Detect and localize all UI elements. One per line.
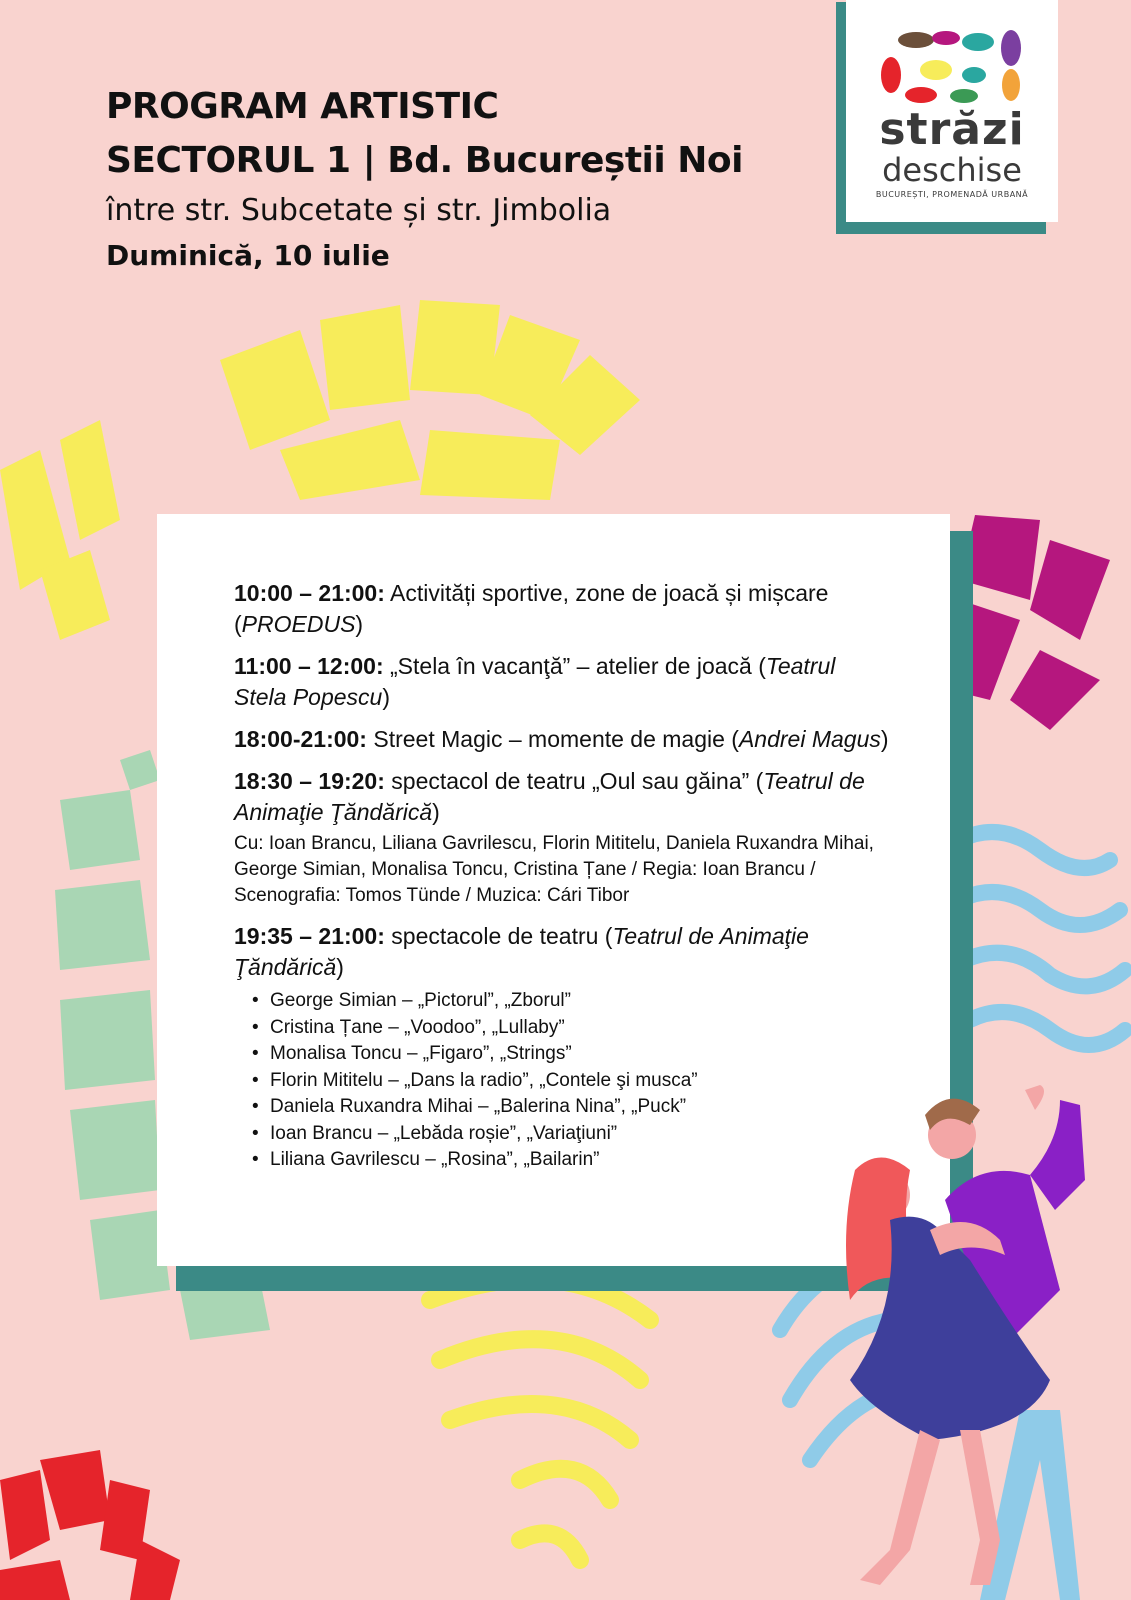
event-organizer: Teatrul de Animaţie Ţăndărică [234,768,865,825]
event-text: Street Magic – momente de magie ( [366,726,739,752]
event-item [234,921,894,983]
event-end: ) [382,684,390,710]
event-text: spectacole de teatru ( [384,923,613,949]
event-end: ) [355,611,364,637]
event-item [234,651,894,713]
list-item: • George Simian – „Pictorul”, „Zborul” [252,988,894,1015]
event-time: 11:00 – 12:00: [234,653,384,679]
program-list [234,578,894,1174]
list-item: • Florin Mititelu – „Dans la radio”, „Contele şi musca” [252,1068,894,1095]
event-credits: Cu: Ioan Brancu, Liliana Gavrilescu, Florin Mititelu, Daniela Ruxandra Mihai, George Simian, Monalisa Toncu, Cristina Țane / Regia: Ioan Brancu / Scenografia: Tomos Tünde / Muzica: Cári Tibor [234,833,874,906]
event-time: 10:00 – 21:00: [234,580,385,606]
yellow-footprint-bottom [430,1279,650,1560]
header [106,80,743,278]
event-end: ) [880,726,889,752]
event-text: „Stela în vacanţă” – atelier de joacă ( [383,653,766,679]
date-text: Duminică, 10 iulie [106,239,390,272]
logo-tagline: BUCUREȘTI, PROMENADĂ URBANĂ [875,190,1029,199]
list-item: • Cristina Țane – „Voodoo”, „Lullaby” [252,1015,894,1042]
logo-word-deschise: deschise [882,151,1022,189]
event-end: ) [432,799,440,825]
event-text: spectacol de teatru „Oul sau găina” ( [384,768,764,794]
event-text: Activități sportive, zone de joacă și mișcare ( [234,580,829,637]
event-end: ) [336,954,344,980]
title-line-2: SECTORUL 1 | Bd. Bucureștii Noi [106,140,743,181]
event-item [234,766,894,828]
event-organizer: Teatrul Stela Popescu [234,653,836,710]
logo-word-strazi: străzi [879,104,1025,155]
event-organizer: PROEDUS [241,611,356,637]
red-footprint [0,1450,180,1600]
list-item: • Monalisa Toncu – „Figaro”, „Strings” [252,1041,894,1068]
list-item: • Ioan Brancu – „Lebăda roșie”, „Variaţiuni” [252,1121,894,1148]
event-time: 19:35 – 21:00: [234,923,385,949]
location-text: între str. Subcetate și str. Jimbolia [106,193,612,228]
list-item: • Liliana Gavrilescu – „Rosina”, „Bailarin” [252,1147,894,1174]
title-line-1: PROGRAM ARTISTIC [106,86,499,127]
strazi-deschise-logo [846,0,1058,222]
event-time: 18:30 – 19:20: [234,768,385,794]
logo-footprints-icon [846,0,1058,110]
list-item: • Daniela Ruxandra Mihai – „Balerina Nina”, „Puck” [252,1094,894,1121]
event-organizer: Teatrul de Animaţie Ţăndărică [234,923,809,980]
plays-list [234,988,894,1174]
event-item [234,724,894,755]
event-item [234,578,894,640]
magenta-footprint [950,515,1110,730]
dancing-couple-illustration [830,1080,1131,1600]
event-organizer: Andrei Magus [738,726,881,752]
event-time: 18:00-21:00: [234,726,367,752]
